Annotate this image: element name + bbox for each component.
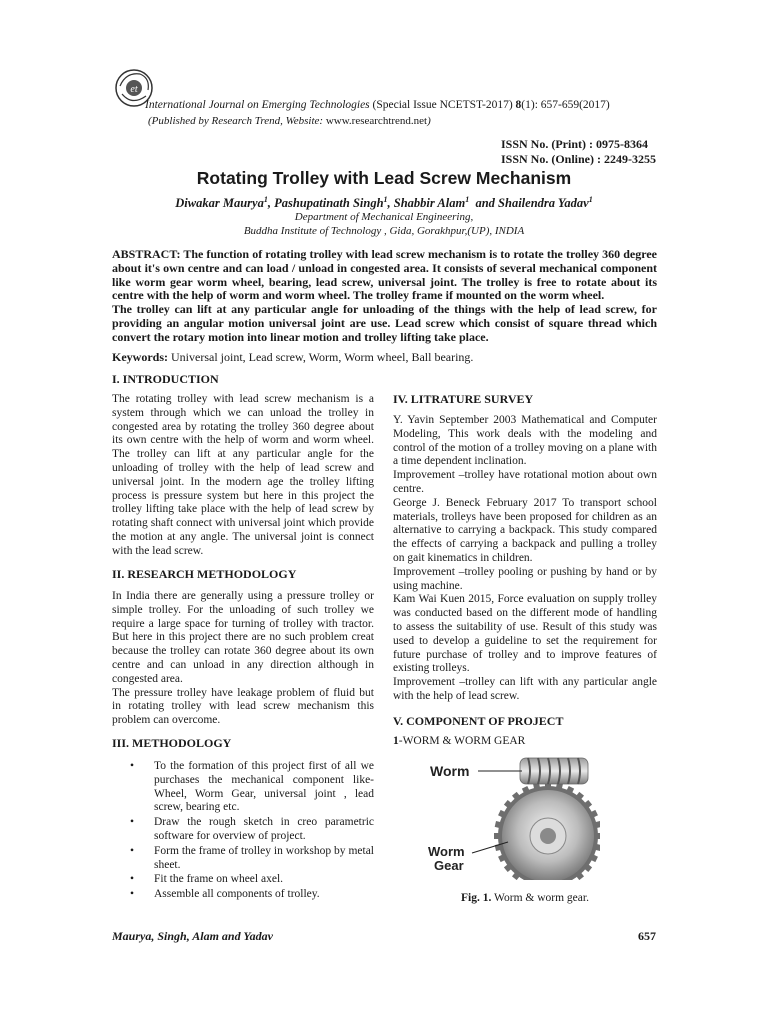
- figure-caption: [393, 892, 657, 904]
- paragraph: In India there are generally using a pressure trolley or simple trolley. For the unloading of such trolley we require a large space for turning of trolley with tractor. But here in this project there are no such problem creat because the trolley can rotate 360 degree about its own centre and can unload in any direction although in congested area.: [112, 590, 374, 685]
- section-heading-methodology: III. METHODOLOGY: [112, 736, 232, 750]
- journal-issue: (Special Issue NCETST-2017): [372, 99, 516, 111]
- issn-print: ISSN No. (Print) : 0975-8364: [500, 137, 648, 151]
- methodology-list: [112, 760, 374, 902]
- paragraph: The pressure trolley have leakage problem of fluid but in rotating trolley with lead screw mechanism this problem can overcome.: [112, 686, 374, 727]
- worm-gear-bore: [540, 828, 556, 844]
- issn-block: [501, 137, 656, 167]
- publisher-line: [148, 115, 431, 127]
- affiliation-block: [0, 210, 768, 238]
- literature-survey-body: [393, 414, 657, 704]
- paragraph: Improvement –trolley pooling or pushing by hand or by using machine.: [393, 565, 657, 592]
- institute: Buddha Institute of Technology , Gida, Gorakhpur,(UP), INDIA: [243, 225, 525, 237]
- subsection-heading-worm-gear: [393, 735, 657, 749]
- gear-tooth: [594, 833, 600, 839]
- section-heading-component: V. COMPONENT OF PROJECT: [393, 714, 564, 728]
- journal-pages: (1): 657-659(2017): [521, 99, 610, 111]
- author-name: Diwakar Maurya: [175, 196, 264, 211]
- list-item: • To the formation of this project first of all we purchases the mechanical component like-Wheel, Worm Gear, universal joint , lead screw, bearing etc.: [112, 760, 374, 815]
- keywords: [112, 350, 473, 365]
- author-name: Shailendra Yadav: [498, 196, 589, 211]
- author-affiliation: 1: [465, 195, 470, 204]
- published-prefix: (Published by Research Trend, Website:: [148, 115, 326, 127]
- issn-online: ISSN No. (Online) : 2249-3255: [500, 152, 656, 166]
- list-item: • Assemble all components of trolley.: [112, 888, 374, 902]
- publisher-website-link[interactable]: www.researchtrend.net: [325, 115, 428, 127]
- worm-gear-figure: [420, 752, 600, 880]
- introduction-body: [112, 393, 374, 559]
- paragraph: Y. Yavin September 2003 Mathematical and Computer Modeling, This work deals with the modeling and control of the motion of a trolley moving on a plane with a time dependent inclination.: [393, 414, 657, 468]
- figure-label-worm: Worm: [430, 763, 470, 779]
- paragraph: George J. Beneck February 2017 To transport school materials, trolleys have been proposed for children as an alternative to carrying a backpack. This study compared the effects of carrying a backpack and pulling a trolley on gait kinematics in children.: [393, 496, 657, 564]
- author-affiliation: 1: [588, 195, 593, 204]
- author-affiliation: 1: [383, 195, 388, 204]
- footer-authors: Maurya, Singh, Alam and Yadav: [112, 929, 273, 943]
- paper-title: Rotating Trolley with Lead Screw Mechanism: [196, 168, 572, 188]
- author-affiliation: 1: [263, 195, 268, 204]
- keywords-text: Universal joint, Lead screw, Worm, Worm wheel, Ball bearing.: [168, 350, 474, 364]
- department: Department of Mechanical Engineering,: [294, 211, 474, 223]
- author-separator: ,: [267, 196, 275, 211]
- list-item: • Form the frame of trolley in workshop by metal sheet.: [112, 845, 374, 873]
- journal-name: International Journal on Emerging Technologies: [145, 99, 370, 111]
- section-heading-introduction: I. INTRODUCTION: [112, 372, 219, 386]
- svg-text:et: et: [130, 84, 138, 95]
- list-item: • Draw the rough sketch in creo parametric software for overview of project.: [112, 816, 374, 844]
- author-name: Pashupatinath Singh: [274, 196, 384, 211]
- paragraph: Improvement –trolley can lift with any particular angle with the help of lead screw.: [393, 676, 657, 702]
- published-suffix: ): [427, 115, 431, 127]
- list-item: • Fit the frame on wheel axel.: [112, 873, 374, 887]
- author-separator: and: [469, 196, 499, 211]
- author-name: Shabbir Alam: [393, 196, 466, 211]
- figure-label-gear-line2: Gear: [434, 858, 464, 873]
- paragraph: Kam Wai Kuen 2015, Force evaluation on supply trolley was conducted based on the different mode of handling to assess the suitability of use. Result of this study was used to develop a guideline to set the requirement for future purchase of trolley and to improve features of existing trolleys.: [393, 593, 657, 675]
- subsection-title: -WORM & WORM GEAR: [398, 735, 526, 747]
- research-methodology-body: [112, 590, 374, 728]
- methodology-body: [112, 760, 374, 903]
- abstract-paragraph: The trolley can lift at any particular angle for unloading of the things with the help of lead screw, for providing an angular motion universal joint are use. Lead screw which consist of square thread which convert the rotary motion into linear motion and trolley lifting take place.: [112, 302, 657, 344]
- section-heading-research-methodology: II. RESEARCH METHODOLOGY: [112, 567, 297, 581]
- gear-tooth: [494, 833, 502, 839]
- paragraph: The rotating trolley with lead screw mechanism is a system through which we can unload the trolley in congested area by rotating the trolley 360 degree about its own centre with the help of worm and worm wheel. The trolley can lift at any particular angle for the unloading of trolley with the help of lead screw and universal joint. In the modern age the trolley lifting process is pressure system but here in this project the trolley lifting take place with the help of lead screw by rotating shaft connect with universal joint which provide the motion at any angle. The universal joint is connect with the lead screw.: [112, 393, 374, 557]
- abstract-paragraph: ABSTRACT: The function of rotating trolley with lead screw mechanism is to rotate the trolley 360 degree about it's own centre and can load / unload in congested area. It consists of several mechanical component like worm gear worm wheel, bearing, lead screw, universal joint. The trolley is free to rotate about its centre with the help of worm and worm wheel. The trolley frame if mounted on the worm wheel.: [112, 247, 657, 303]
- author-separator: ,: [387, 196, 394, 211]
- section-heading-literature-survey: IV. LITRATURE SURVEY: [393, 392, 534, 406]
- caption-number: Fig. 1.: [461, 892, 492, 904]
- paragraph: Improvement –trolley have rotational motion about own centre.: [393, 469, 657, 495]
- caption-text: Worm & worm gear.: [491, 892, 589, 904]
- abstract: [112, 248, 657, 345]
- keywords-label: Keywords:: [112, 350, 168, 364]
- author-list: [0, 195, 768, 211]
- page-number: 657: [638, 929, 656, 943]
- journal-header-line: [145, 99, 610, 111]
- journal-volume: 8: [515, 99, 522, 111]
- subsection-number: 1: [393, 735, 399, 747]
- figure-label-gear-line1: Worm: [428, 844, 465, 859]
